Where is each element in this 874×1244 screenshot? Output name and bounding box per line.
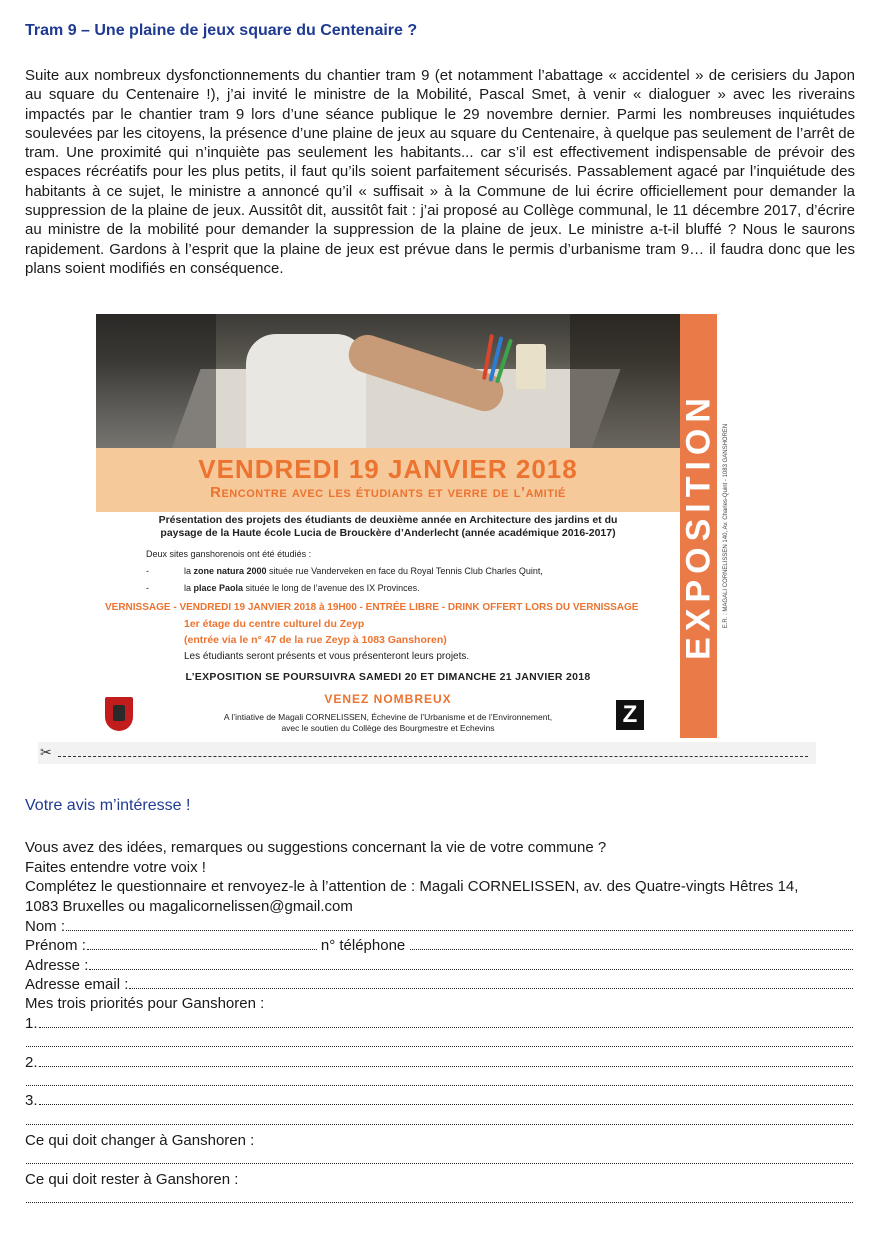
- prenom-field[interactable]: Prénom : n° téléphone: [25, 935, 853, 954]
- exhibition-poster: [96, 314, 735, 738]
- zeyp-logo-icon: Z: [616, 700, 644, 730]
- ganshoren-crest-icon: [105, 697, 133, 731]
- changer-label: Ce qui doit changer à Ganshoren :: [25, 1132, 255, 1149]
- article-body: Suite aux nombreux dysfonctionnements du chantier tram 9 (et notamment l’abattage « accidentel » de cerisiers du Japon au square du Centenaire !), j’ai invité le ministre de la Mobilité, Pascal Smet, à venir « dialoguer » avec les riverains impactés par le chantier tram 9 lors d’une séance publique le 29 novembre dernier. Parmi les nombreuses inquiétudes soulevées par les citoyens, la présence d’une plaine de jeux au square du Centenaire, à quelque pas seulement de l’arrêt de tram. Une proximité qui n’inquiète pas seulement les habitants... car s’il est effectivement indispensable de prévoir des espaces récréatifs pour les plus petits, il faut qu’ils soient parfaitement sécurisés. Passablement agacé par l’inquiétude des habitants à ce sujet, le ministre a annoncé qu’il « suffisait » à la Commune de lui écrire officiellement pour demander la suppression de la plaine de jeux. Aussitôt dit, aussitôt fait : j’ai proposé au Collège communal, le 11 décembre 2017, d’écrire au ministre de la mobilité pour demander la suppression de la plaine de jeux. Le ministre a-t-il bluffé ? Nous le saurons rapidement. Gardons à l’esprit que la plaine de jeux est prévue dans le permis d’urbanisme tram 9… il faudra donc que les plans soient modifiés en conséquence.: [25, 67, 855, 277]
- location-line: (entrée via le n° 47 de la rue Zeyp à 1083 Ganshoren): [184, 634, 447, 646]
- exhibition-continues: L’EXPOSITION SE POURSUIVRA SAMEDI 20 ET DIMANCHE 21 JANVIER 2018: [185, 671, 591, 683]
- location-line: 1er étage du centre culturel du Zeyp: [184, 618, 365, 630]
- cut-line: [38, 742, 816, 764]
- priority-1-field[interactable]: 1.: [25, 1013, 853, 1032]
- form-intro: Vous avez des idées, remarques ou suggestions concernant la vie de votre commune ? Faites entendre votre voix ! Complétez le questionnaire et renvoyez-le à l’attention de : Magali CORNELISSEN, av. des Quatre-vingts Hêtres 14, 1083 Bruxelles ou magalicornelissen@gmail.com: [25, 839, 799, 915]
- site-item: - la zone natura 2000 située rue Vanderveken en face du Royal Tennis Club Charles Quint,: [146, 566, 543, 576]
- adresse-field[interactable]: Adresse :: [25, 955, 853, 974]
- nom-field[interactable]: Nom :: [25, 916, 853, 935]
- priority-1-continuation[interactable]: [25, 1032, 853, 1051]
- priority-3-continuation[interactable]: [25, 1110, 853, 1129]
- rester-label: Ce qui doit rester à Ganshoren :: [25, 1171, 239, 1188]
- poster-date: VENDREDI 19 JANVIER 2018: [198, 454, 578, 484]
- priority-2-continuation[interactable]: [25, 1071, 853, 1090]
- poster-presentation: Présentation des projets des étudiants de deuxième année en Architecture des jardins et du paysage de la Haute école Lucia de Brouckère d’Anderlecht (année académique 2016-2017): [158, 514, 618, 539]
- venez-nombreux: VENEZ NOMBREUX: [324, 692, 452, 706]
- scissors-icon: ✂: [40, 744, 52, 760]
- priorities-label: Mes trois priorités pour Ganshoren :: [25, 995, 265, 1012]
- initiative-note: A l’intiative de Magali CORNELISSEN, Échevine de l’Urbanisme et de l’Environnement, avec le soutien du Collège des Bourgmestre et Echevins: [223, 712, 553, 733]
- priority-3-field[interactable]: 3.: [25, 1090, 853, 1109]
- vernissage-line: VERNISSAGE - VENDREDI 19 JANVIER 2018 à 19H00 - ENTRÉE LIBRE - DRINK OFFERT LORS DU VERNISSAGE: [105, 602, 639, 613]
- form-heading: Votre avis m’intéresse !: [25, 797, 191, 814]
- publisher-note: E.R. : MAGALI CORNELISSEN 140, Av. Charles-Quint - 1083 GANSHOREN: [723, 423, 729, 629]
- rester-field[interactable]: [25, 1188, 853, 1207]
- site-item: - la place Paola située le long de l’avenue des IX Provinces.: [146, 583, 420, 593]
- priority-2-field[interactable]: 2.: [25, 1052, 853, 1071]
- poster-photo: [96, 314, 680, 448]
- article-title: Tram 9 – Une plaine de jeux square du Centenaire ?: [25, 22, 418, 39]
- email-field[interactable]: Adresse email :: [25, 974, 853, 993]
- sites-intro: Deux sites ganshorenois ont été étudiés :: [146, 549, 312, 559]
- exposition-label: EXPOSITION: [679, 392, 717, 660]
- location-line: Les étudiants seront présents et vous présenteront leurs projets.: [184, 651, 470, 662]
- poster-subtitle: Rencontre avec les étudiants et verre de l’amitié: [210, 484, 566, 501]
- changer-field[interactable]: [25, 1149, 853, 1168]
